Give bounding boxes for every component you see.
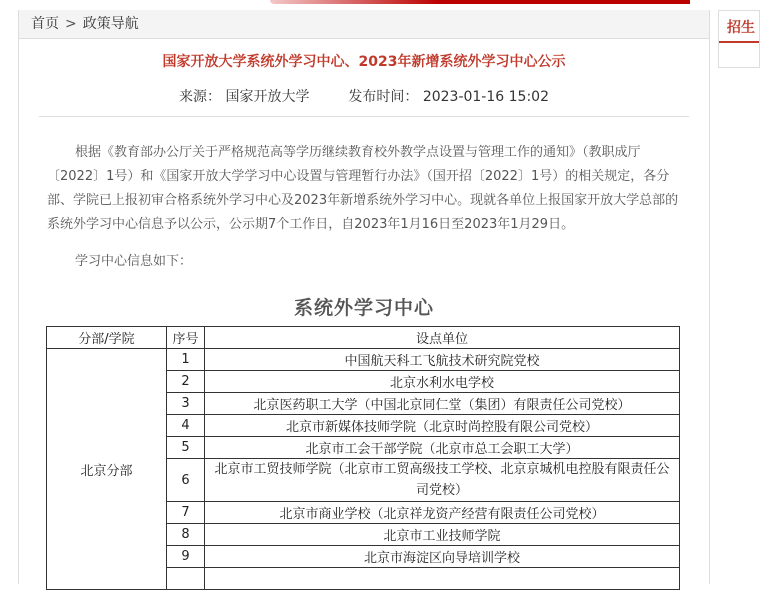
row-unit: 北京医药职工大学（中国北京同仁堂（集团）有限责任公司党校） [205,393,680,415]
row-unit-empty [205,568,680,590]
section-title: 系统外学习中心 [293,297,434,319]
article-intro: 学习中心信息如下： [75,254,193,269]
side-panel-underline [719,41,759,43]
divider [39,116,689,117]
banner-red-stripe [270,0,690,4]
top-banner [0,0,748,8]
breadcrumb-separator-icon: > [65,16,77,32]
main-panel [18,10,710,584]
table-row [47,349,680,371]
row-unit: 中国航天科工飞航技术研究院党校 [205,349,680,371]
source-value: 国家开放大学 [225,89,310,105]
row-unit: 北京市商业学校（北京祥龙资产经营有限责任公司党校） [205,502,680,524]
row-no: 8 [167,524,205,546]
source-label: 来源： [179,89,221,105]
row-no: 7 [167,502,205,524]
row-no: 6 [167,459,205,502]
row-unit: 北京市工贸技师学院（北京市工贸高级技工学校、北京京城机电控股有限责任公司党校） [205,459,680,502]
dept-cell: 北京分部 [47,349,167,590]
article-paragraph: 根据《教育部办公厅关于严格规范高等学历继续教育校外教学点设置与管理工作的通知》（教职成厅〔2022〕1号）和《国家开放大学学习中心设置与管理暂行办法》（国开招〔2022〕1号）的相关规定，各分部、学院已上报初审合格系统外学习中心及2023年新增系统外学习中心。现就各单位上报国家开放大学总部的系统外学习中心信息予以公示，公示期7个工作日，自2023年1月16日至2023年1月29日。 [47,145,679,232]
breadcrumb [19,10,709,39]
header-dept: 分部/学院 [47,327,167,349]
time-value: 2023-01-16 15:02 [422,89,549,105]
breadcrumb-home-link[interactable]: 首页 [31,16,59,32]
row-unit: 北京水利水电学校 [205,371,680,393]
time-label: 发布时间： [348,89,419,105]
row-no: 9 [167,546,205,568]
side-panel-title[interactable]: 招生 [727,20,755,36]
row-no-empty [167,568,205,590]
row-no: 3 [167,393,205,415]
row-unit: 北京市工业技师学院 [205,524,680,546]
row-no: 5 [167,437,205,459]
side-panel [718,10,760,68]
header-unit: 设点单位 [205,327,680,349]
row-unit: 北京市新媒体技师学院（北京时尚控股有限公司党校） [205,415,680,437]
article-meta [19,86,709,106]
row-unit: 北京市海淀区向导培训学校 [205,546,680,568]
row-no: 4 [167,415,205,437]
header-no: 序号 [167,327,205,349]
learning-center-table [46,326,680,590]
breadcrumb-current[interactable]: 政策导航 [82,16,139,32]
row-no: 2 [167,371,205,393]
article-title: 国家开放大学系统外学习中心、2023年新增系统外学习中心公示 [162,54,566,70]
row-unit: 北京市工会干部学院（北京市总工会职工大学） [205,437,680,459]
row-no: 1 [167,349,205,371]
table-header-row [47,327,680,349]
